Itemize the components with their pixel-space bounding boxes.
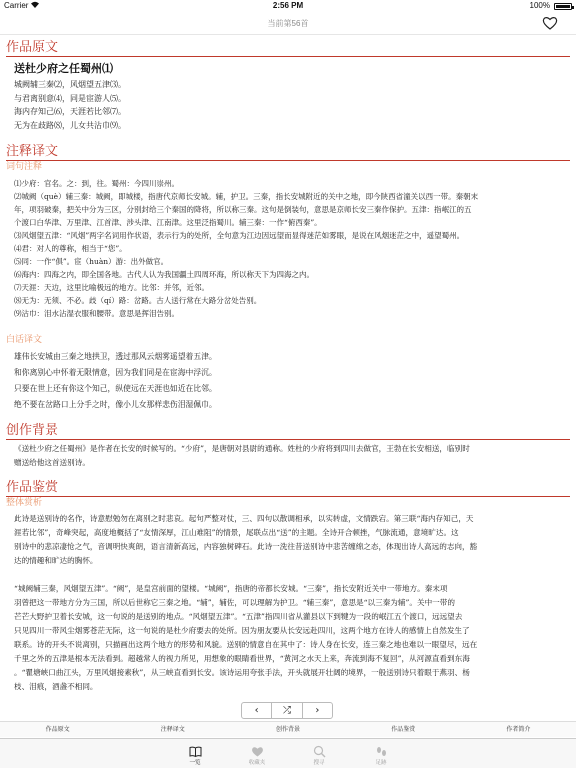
note-item: ⑼沾巾：泪水沾湿衣服和腰带。意思是挥泪告别。 — [14, 309, 179, 318]
status-time: 2:56 PM — [272, 1, 304, 10]
tab-author[interactable]: 作者简介 — [506, 726, 531, 733]
chevron-left-icon: ‹ — [254, 705, 259, 716]
note-item: ⑷君：对人的尊称，相当于“您”。 — [14, 244, 127, 253]
shuffle-icon: ⤮ — [282, 705, 291, 716]
note-item: ⑻无为：无须、不必。歧（qí）路：岔路。古人送行常在大路分岔处告别。 — [14, 296, 262, 305]
heart-icon — [251, 743, 264, 756]
note-item: ⑶风烟望五津：“风烟”两字名词用作状语，表示行为的处所，全句意为江边因远望而显得迷茫如雾眼，是说在风烟迷茫之中，遥望蜀州。 — [14, 231, 465, 240]
appreciation-text: 只见四川一带风尘烟雾苍茫无际，这一句说的是杜少府要去的处所。因为朋友要从长安远赴四川，这两个地方在诗人的感情上自然发生了 — [14, 626, 470, 635]
page-title: 当前第56首 — [267, 19, 309, 28]
favorite-heart-icon[interactable] — [542, 15, 558, 31]
tab-notes[interactable]: 注释译文 — [160, 726, 185, 733]
footprints-icon — [375, 743, 388, 756]
section-heading-background: 创作背景 — [6, 423, 59, 438]
poem-line: 海内存知己⑹，天涯若比邻⑺。 — [14, 107, 126, 116]
appreciation-text: “城阙辅三秦，风烟望五津”。“阙”，是皇宫前面的望楼。“城阙”，指唐的帝都长安城。“三秦”，指长安附近关中一带地方。秦末项 — [14, 584, 448, 593]
tab-appreciation[interactable]: 作品鉴赏 — [391, 726, 416, 733]
appreciation-text: 千里之外的五津是根本无法看到。超越常人的视力所见，用想象的眼睛看世界，“黄河之水天上来，奔流到海不复回”，从河源直看到东海 — [14, 654, 470, 663]
appreciation-text: 芒芒大野护卫着长安城，这一句说的是送别的地点。“风烟望五津”。“五津”指四川省从灌县以下到犍为一段的岷江五个渡口，远远望去 — [14, 612, 463, 621]
tab-label: 收藏夹 — [248, 760, 266, 766]
tab-search[interactable] — [288, 739, 350, 768]
subsection-heading-overall: 整体赏析 — [6, 498, 43, 508]
carrier-label: Carrier — [4, 1, 29, 10]
nav-bar — [0, 13, 576, 35]
background-text: 赠送给他这首送别诗。 — [14, 458, 90, 467]
appreciation-text: 联系。诗的开头不说离别，只描画出这两个地方的形势和风貌。送别的情意自在其中了：诗人身在长安，连三秦之地也难以一眼望尽，远在 — [14, 640, 478, 649]
note-item: ⑴少府：官名。之：到，往。蜀州：今四川崇州。 — [14, 179, 179, 188]
poem-navigation-control — [241, 702, 333, 719]
status-bar — [0, 0, 576, 13]
background-text: 《送杜少府之任蜀州》是作者在长安的时候写的。“少府”，是唐朝对县尉的通称。姓杜的少府将到四川去做官，王勃在长安相送，临别时 — [14, 444, 470, 453]
appreciation-text: 涯若比邻”，奇峰突起，高度地概括了“友情深厚，江山难阻”的情景，尾联点出“送”的主题。全诗开合顿挫，气脉流通，意境旷达。这 — [14, 528, 459, 537]
next-poem-button[interactable] — [302, 703, 332, 718]
appreciation-text: 达的情趣和旷达的胸怀。 — [14, 556, 98, 565]
subsection-heading-word-notes: 词句注释 — [6, 162, 43, 172]
note-item: 个渡口白华津、万里津、江首津、涉头津、江南津。这里泛指蜀川。辅三秦：一作“俯西秦”。 — [14, 218, 322, 227]
poem-title: 送杜少府之任蜀州⑴ — [14, 62, 113, 75]
battery-icon — [554, 3, 572, 10]
section-heading-original: 作品原文 — [6, 40, 59, 55]
section-divider — [6, 56, 570, 57]
book-icon — [189, 743, 202, 756]
tab-label: 一览 — [189, 760, 201, 766]
tab-overview[interactable] — [164, 739, 226, 768]
tab-favorites[interactable] — [226, 739, 288, 768]
tab-original[interactable]: 作品原文 — [45, 726, 70, 733]
tab-label: 足跡 — [375, 760, 387, 766]
battery-percent: 100% — [529, 1, 550, 10]
translation-line: 雄伟长安城由三秦之地拱卫，透过那风云烟雾遥望着五津。 — [14, 352, 217, 361]
bottom-tab-bar — [0, 738, 576, 768]
chevron-right-icon: › — [315, 705, 320, 716]
search-icon — [313, 743, 326, 756]
appreciation-text: 此诗是送别诗的名作，诗意慰勉勿在离别之时悲哀。起句严整对仗，三、四句以散调相承，以实转虚，文情跌宕。第三联“海内存知己，天 — [14, 514, 474, 523]
translation-line: 只要在世上还有你这个知己，纵使远在天涯也如近在比邻。 — [14, 384, 217, 393]
translation-line: 绝不要在岔路口上分手之时，像小儿女那样悲伤泪湿佩巾。 — [14, 400, 217, 409]
tab-label: 搜寻 — [313, 760, 325, 766]
section-jump-tabs — [0, 721, 576, 737]
section-heading-notes: 注释译文 — [6, 144, 59, 159]
appreciation-text: 枝、泪痕，酒盏不相同。 — [14, 682, 98, 691]
subsection-heading-translation: 白话译文 — [6, 335, 43, 345]
appreciation-text: 。“瞿塘峡口曲江头，万里风烟接素秋”，从三峡直看到长安。该诗运用夸张手法，开头就展开壮阔的境界，一般送别诗只着眼于燕羽、杨 — [14, 668, 470, 677]
translation-line: 和你离别心中怀着无限情意，因为我们同是在宦海中浮沉。 — [14, 368, 217, 377]
article-content[interactable] — [0, 36, 576, 702]
appreciation-text: 别诗中的悲凉凄怆之气，音调明快爽朗，语言清新高远，内容独树碑石。此诗一洗往昔送别诗中悲苦缠绵之态，体现出诗人高远的志向，豁 — [14, 542, 478, 551]
previous-poem-button[interactable] — [242, 703, 271, 718]
poem-line: 与君离别意⑷，同是宦游人⑸。 — [14, 93, 126, 103]
note-item: ⑵城阙（què）辅三秦：城阙，即城楼，指唐代京师长安城。辅，护卫。三秦，指长安城附近的关中之地，即今陕西省潼关以西一带。秦朝末 — [14, 192, 479, 201]
appreciation-text: 羽曾把这一带地方分为三国，所以后世称它三秦之地。“辅”，辅佐，可以理解为护卫。“辅三秦”，意思是“以三秦为辅”。关中一带的 — [14, 598, 455, 607]
note-item: 年，项羽破秦，把关中分为三区，分别封给三个秦国的降将，所以称三秦。这句是倒装句，意思是京师长安三秦作保护。五津：指岷江的五 — [14, 205, 472, 214]
note-item: ⑺天涯：天边，这里比喻极远的地方。比邻：并邻，近邻。 — [14, 283, 209, 292]
note-item: ⑹海内：四海之内，即全国各地。古代人认为我国疆土四周环海，所以称天下为四海之内。 — [14, 270, 314, 279]
poem-line: 城阙辅三秦⑵，风烟望五津⑶。 — [14, 80, 126, 89]
poem-line: 无为在歧路⑻，儿女共沾巾⑼。 — [14, 120, 126, 130]
note-item: ⑸同：一作“俱”。宦（huàn）游：出外做官。 — [14, 257, 169, 266]
shuffle-poem-button[interactable] — [271, 703, 301, 718]
tab-history[interactable] — [350, 739, 412, 768]
tab-background[interactable]: 创作背景 — [276, 726, 301, 733]
section-heading-appreciation: 作品鉴赏 — [6, 480, 59, 495]
